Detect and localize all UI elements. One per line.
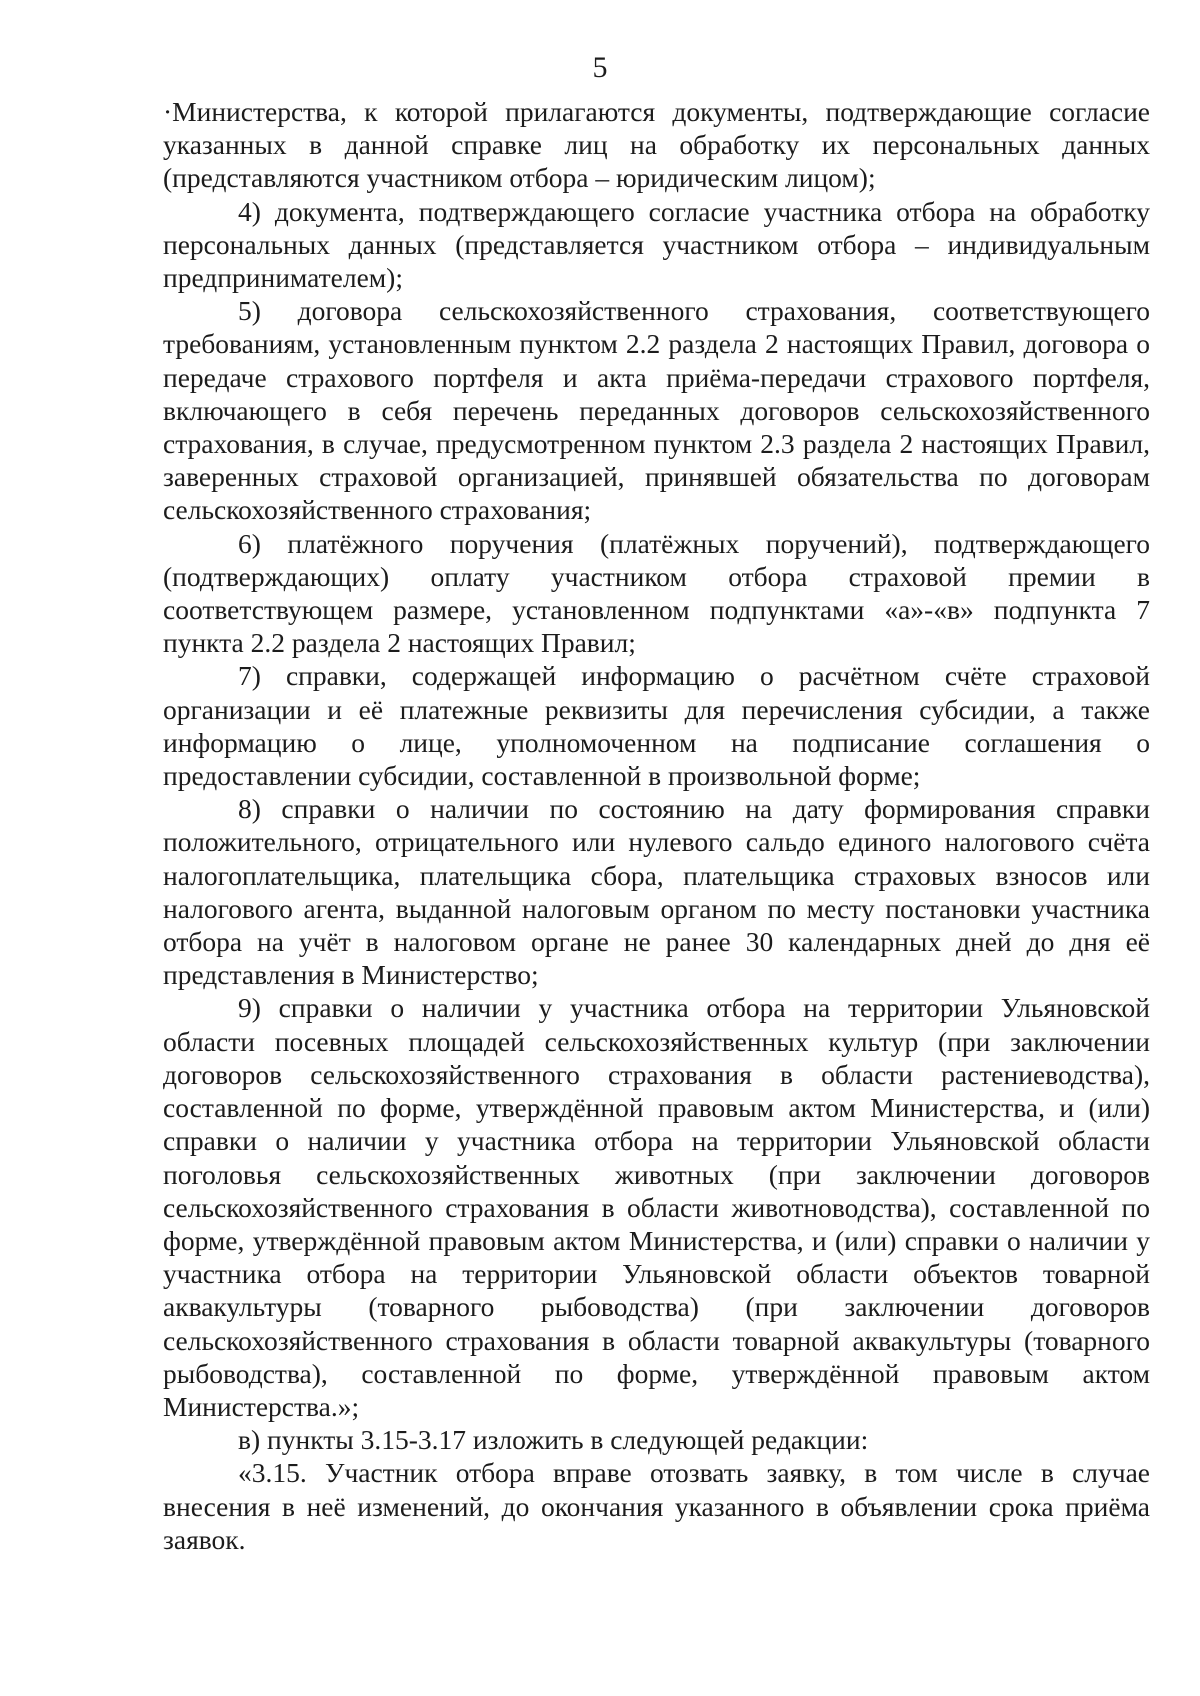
paragraph-continuation: ·Министерства, к которой прилагаются документы, подтверждающие согласие указанных в данной справке лиц на обработку их персональных данных (представляются участником отбора – юридическим лицом); [163,96,1150,194]
paragraph-item-8: 8) справки о наличии по состоянию на дату формирования справки положительного, отрицательного или нулевого сальдо единого налогового счёта налогоплательщика, плательщика сбора, плательщика страховых взносов или налогового агента, выданной налоговым органом по месту постановки участника отбора на учёт в налоговом органе не ранее 30 календарных дней до дня её представления в Министерство; [163,793,1150,991]
paragraph-item-5: 5) договора сельскохозяйственного страхования, соответствующего требованиям, установленным пунктом 2.2 раздела 2 настоящих Правил, договора о передаче страхового портфеля и акта приёма-передачи страхового портфеля, включающего в себя перечень переданных договоров сельскохозяйственного страхования, в случае, предусмотренном пунктом 2.3 раздела 2 настоящих Правил, заверенных страховой организацией, принявшей обязательства по договорам сельскохозяйственного страхования; [163,295,1150,526]
paragraph-item-9: 9) справки о наличии у участника отбора на территории Ульяновской области посевных площадей сельскохозяйственных культур (при заключении договоров сельскохозяйственного страхования в области растениеводства), составленной по форме, утверждённой правовым актом Министерства, и (или) справки о наличии у участника отбора на территории Ульяновской области поголовья сельскохозяйственных животных (при заключении договоров сельскохозяйственного страхования в области животноводства), составленной по форме, утверждённой правовым актом Министерства, и (или) справки о наличии у участника отбора на территории Ульяновской области объектов товарной аквакультуры (товарного рыбоводства) (при заключении договоров сельскохозяйственного страхования в области товарной аквакультуры (товарного рыбоводства), составленной по форме, утверждённой правовым актом Министерства.»; [163,992,1150,1422]
paragraph-item-4: 4) документа, подтверждающего согласие участника отбора на обработку персональных данных (представляется участником отбора – индивидуальным предпринимателем); [163,195,1150,294]
paragraph-amendment-v: в) пункты 3.15-3.17 изложить в следующей редакции: [238,1424,869,1456]
paragraph-item-6: 6) платёжного поручения (платёжных поручений), подтверждающего (подтверждающих) оплату участником отбора страховой премии в соответствующем размере, установленном подпунктами «а»-«в» подпункта 7 пункта 2.2 раздела 2 настоящих Правил; [163,527,1150,659]
paragraph-item-7: 7) справки, содержащей информацию о расчётном счёте страховой организации и её платежные реквизиты для перечисления субсидии, а также информацию о лице, уполномоченном на подписание соглашения о предоставлении субсидии, составленной в произвольной форме; [163,660,1150,792]
paragraph-clause-3-15: «3.15. Участник отбора вправе отозвать заявку, в том числе в случае внесения в неё изменений, до окончания указанного в объявлении срока приёма заявок. [163,1457,1150,1555]
document-body [163,95,1150,1556]
page-number: 5 [592,51,608,84]
